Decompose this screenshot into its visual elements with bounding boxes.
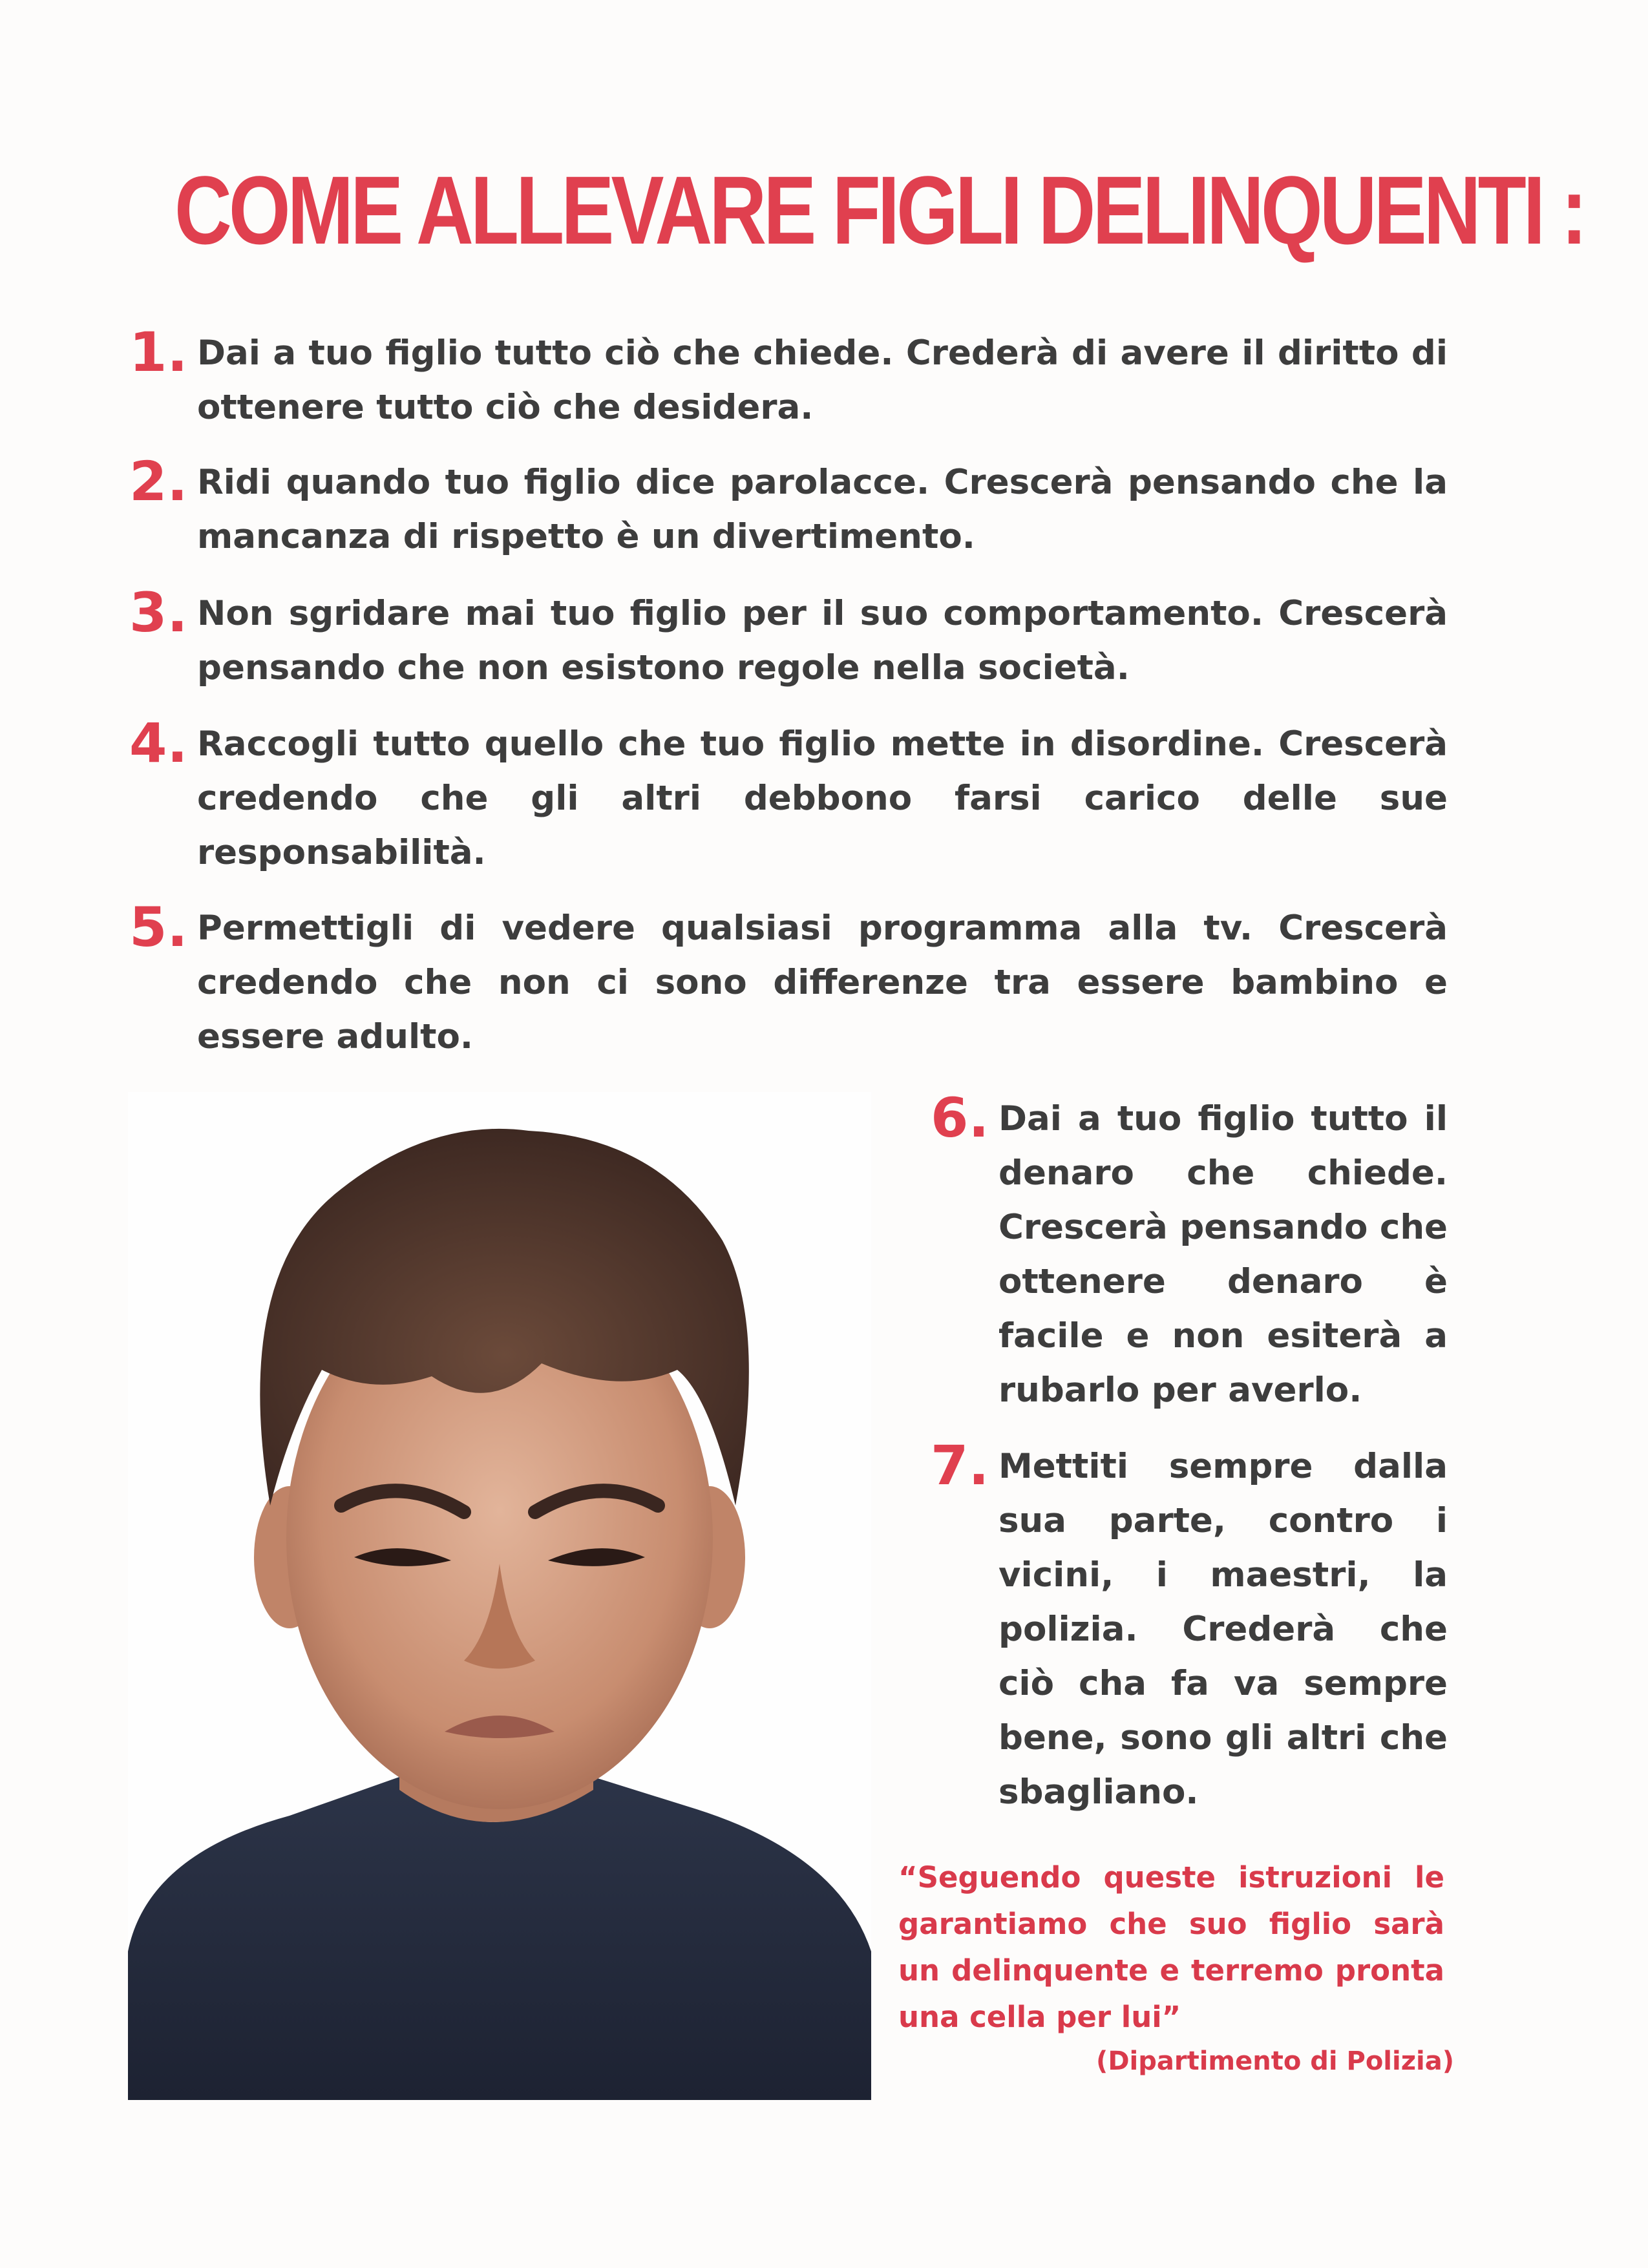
list-item-1 — [129, 320, 1448, 435]
item-number: 5. — [129, 896, 188, 959]
list-item-7 — [931, 1434, 1448, 1820]
item-number: 4. — [129, 711, 188, 775]
item-text: Non sgridare mai tuo figlio per il suo comportamento. Crescerà pensando che non esistono regole nella società. — [197, 594, 1448, 688]
police-quote: “Seguendo queste istruzioni le garantiamo che suo figlio sarà un delinquente e terremo pronta una cella per lui” — [898, 1860, 1444, 2034]
item-text: Mettiti sempre dalla sua parte, contro i vicini, i maestri, la polizia. Crederà che ciò cha fa va sempre bene, sono gli altri che sbagliano. — [998, 1447, 1448, 1812]
item-number: 1. — [129, 320, 188, 384]
quote-source: (Dipartimento di Polizia) — [1096, 2046, 1454, 2076]
list-item-4 — [129, 711, 1448, 880]
item-text: Ridi quando tuo figlio dice parolacce. Crescerà pensando che la mancanza di rispetto è un divertimento. — [197, 463, 1448, 556]
item-text: Dai a tuo figlio tutto ciò che chiede. Crederà di avere il diritto di ottenere tutto ciò che desidera. — [197, 333, 1448, 427]
list-item-2 — [129, 450, 1448, 564]
item-number: 2. — [129, 450, 188, 513]
item-number: 3. — [129, 581, 188, 644]
item-text: Dai a tuo figlio tutto il denaro che chiede. Crescerà pensando che ottenere denaro è facile e non esiterà a rubarlo per averlo. — [998, 1099, 1448, 1410]
list-item-3 — [129, 581, 1448, 695]
boy-illustration — [128, 1092, 871, 2100]
boy-photo — [128, 1092, 871, 2100]
list-item-6 — [931, 1086, 1448, 1418]
list-item-5 — [129, 896, 1448, 1064]
item-number: 7. — [931, 1434, 989, 1497]
page-title: COME ALLEVARE FIGLI DELINQUENTI : — [174, 156, 1585, 264]
item-text: Permettigli di vedere qualsiasi programma alla tv. Crescerà credendo che non ci sono differenze tra essere bambino e essere adulto. — [197, 908, 1448, 1056]
item-text: Raccogli tutto quello che tuo figlio mette in disordine. Crescerà credendo che gli altri debbono farsi carico delle sue responsabilità. — [197, 724, 1448, 872]
item-number: 6. — [931, 1086, 989, 1150]
